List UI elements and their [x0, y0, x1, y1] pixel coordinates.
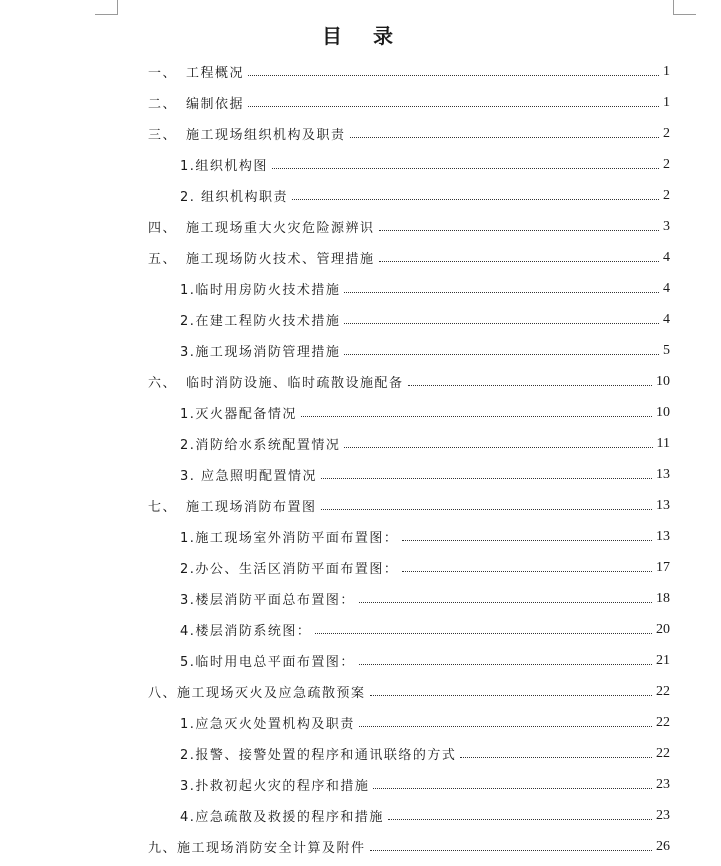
toc-entry-text: 编制依据	[186, 97, 245, 112]
toc-entry-label	[180, 341, 340, 360]
toc-entry-text: 1.应急灭火处置机构及职责	[180, 717, 355, 732]
toc-entry[interactable]	[148, 614, 670, 645]
toc-page-number: 23	[656, 776, 670, 792]
toc-page-number: 22	[656, 745, 670, 761]
toc-entry-label	[180, 713, 355, 732]
toc-entry[interactable]	[148, 490, 670, 521]
toc-entry-text: 临时消防设施、临时疏散设施配备	[186, 376, 404, 391]
toc-entry[interactable]	[148, 707, 670, 738]
toc-entry[interactable]	[148, 118, 670, 149]
crop-mark-top-right	[673, 0, 696, 15]
toc-entry[interactable]	[148, 645, 670, 676]
toc-entry[interactable]	[148, 242, 670, 273]
toc-page-number: 2	[663, 156, 670, 172]
toc-entry[interactable]	[148, 459, 670, 490]
toc-entry-label	[148, 837, 366, 856]
toc-page-number: 5	[663, 342, 670, 358]
toc-entry[interactable]	[148, 335, 670, 366]
toc-page-number: 23	[656, 807, 670, 823]
toc-entry[interactable]	[148, 428, 670, 459]
toc-dot-leader	[321, 509, 652, 510]
toc-page-number: 2	[663, 187, 670, 203]
toc-entry-label	[180, 775, 369, 794]
toc-entry-label	[180, 434, 340, 453]
toc-dot-leader	[359, 664, 652, 665]
toc-dot-leader	[350, 137, 659, 138]
toc-entry-label	[148, 93, 244, 112]
toc-dot-leader	[370, 850, 652, 851]
toc-entry-label	[180, 620, 311, 639]
toc-page-number: 4	[663, 280, 670, 296]
toc-entry[interactable]	[148, 676, 670, 707]
toc-dot-leader	[344, 447, 652, 448]
toc-entry[interactable]	[148, 831, 670, 862]
toc-page-number: 26	[656, 838, 670, 854]
toc-entry-text: 3.扑救初起火灾的程序和措施	[180, 779, 370, 794]
toc-entry-label	[180, 279, 340, 298]
toc-entry-label	[148, 217, 375, 236]
toc-entry-text: 2. 组织机构职责	[180, 190, 289, 205]
toc-entry-label	[180, 744, 456, 763]
toc-entry-text: 4.应急疏散及救援的程序和措施	[180, 810, 384, 825]
toc-entry-text: 施工现场组织机构及职责	[186, 128, 346, 143]
toc-dot-leader	[248, 75, 659, 76]
toc-page-number: 22	[656, 714, 670, 730]
toc-dot-leader	[370, 695, 652, 696]
toc-entry-label	[148, 372, 404, 391]
toc-entry-label	[180, 589, 355, 608]
toc-dot-leader	[379, 261, 659, 262]
toc-entry-text: 2.消防给水系统配置情况	[180, 438, 341, 453]
toc-entry[interactable]	[148, 180, 670, 211]
toc-dot-leader	[408, 385, 652, 386]
toc-page-number: 21	[656, 652, 670, 668]
toc-dot-leader	[301, 416, 652, 417]
toc-entry-label	[180, 465, 317, 484]
toc-entry-text: 4.楼层消防系统图：	[180, 624, 312, 639]
toc-entry-text: 九、施工现场消防安全计算及附件	[148, 841, 366, 856]
toc-entry[interactable]	[148, 149, 670, 180]
toc-entry-number: 五、	[148, 252, 178, 267]
toc-dot-leader	[272, 168, 659, 169]
toc-dot-leader	[344, 323, 659, 324]
toc-dot-leader	[359, 602, 652, 603]
toc-dot-leader	[344, 354, 659, 355]
toc-entry-label	[180, 403, 297, 422]
toc-entry-text: 2.在建工程防火技术措施	[180, 314, 341, 329]
toc-entry-number: 四、	[148, 221, 178, 236]
toc-entry-text: 施工现场重大火灾危险源辨识	[186, 221, 375, 236]
toc-entry[interactable]	[148, 56, 670, 87]
toc-entry[interactable]	[148, 304, 670, 335]
toc-entry[interactable]	[148, 552, 670, 583]
toc-dot-leader	[373, 788, 652, 789]
toc-page-number: 3	[663, 218, 670, 234]
table-of-contents	[148, 56, 670, 862]
toc-dot-leader	[402, 540, 652, 541]
toc-dot-leader	[321, 478, 652, 479]
toc-dot-leader	[388, 819, 652, 820]
toc-page-number: 18	[656, 590, 670, 606]
toc-dot-leader	[315, 633, 652, 634]
toc-entry[interactable]	[148, 583, 670, 614]
toc-entry-label	[148, 682, 366, 701]
toc-entry-number: 三、	[148, 128, 178, 143]
toc-entry[interactable]	[148, 769, 670, 800]
toc-entry[interactable]	[148, 800, 670, 831]
toc-page-number: 13	[656, 497, 670, 513]
toc-entry-label	[180, 527, 398, 546]
toc-entry[interactable]	[148, 211, 670, 242]
toc-entry-label	[148, 62, 244, 81]
toc-entry-text: 3.施工现场消防管理措施	[180, 345, 341, 360]
toc-entry[interactable]	[148, 273, 670, 304]
toc-title: 目 录	[322, 24, 405, 48]
toc-dot-leader	[379, 230, 659, 231]
toc-entry-number: 七、	[148, 500, 178, 515]
toc-page-number: 1	[663, 94, 670, 110]
toc-page-number: 10	[656, 373, 670, 389]
toc-entry-label	[180, 186, 288, 205]
toc-entry[interactable]	[148, 738, 670, 769]
toc-entry-label	[148, 496, 317, 515]
toc-page-number: 11	[656, 435, 670, 451]
toc-entry-label	[148, 124, 346, 143]
toc-entry[interactable]	[148, 366, 670, 397]
toc-entry-label	[148, 248, 375, 267]
toc-entry-text: 工程概况	[186, 66, 245, 81]
toc-entry[interactable]	[148, 87, 670, 118]
toc-entry[interactable]	[148, 397, 670, 428]
toc-entry-text: 3. 应急照明配置情况	[180, 469, 318, 484]
toc-dot-leader	[460, 757, 652, 758]
toc-page-number: 4	[663, 249, 670, 265]
toc-entry-text: 施工现场防火技术、管理措施	[186, 252, 375, 267]
toc-page-number: 13	[656, 466, 670, 482]
toc-entry-text: 1.组织机构图	[180, 159, 268, 174]
toc-entry-text: 3.楼层消防平面总布置图：	[180, 593, 355, 608]
toc-dot-leader	[248, 106, 659, 107]
toc-entry[interactable]	[148, 521, 670, 552]
toc-entry-label	[180, 558, 398, 577]
toc-page-number: 4	[663, 311, 670, 327]
toc-page-number: 22	[656, 683, 670, 699]
toc-entry-number: 一、	[148, 66, 178, 81]
toc-dot-leader	[402, 571, 652, 572]
toc-entry-number: 六、	[148, 376, 178, 391]
toc-entry-text: 5.临时用电总平面布置图：	[180, 655, 355, 670]
toc-dot-leader	[344, 292, 659, 293]
crop-mark-top-left	[95, 0, 118, 15]
toc-page-number: 2	[663, 125, 670, 141]
toc-page-number: 13	[656, 528, 670, 544]
toc-entry-text: 2.报警、接警处置的程序和通讯联络的方式	[180, 748, 457, 763]
toc-entry-text: 1.临时用房防火技术措施	[180, 283, 341, 298]
toc-entry-number: 二、	[148, 97, 178, 112]
toc-entry-text: 2.办公、生活区消防平面布置图：	[180, 562, 399, 577]
toc-page-number: 1	[663, 63, 670, 79]
toc-entry-text: 1.施工现场室外消防平面布置图：	[180, 531, 399, 546]
toc-page-number: 10	[656, 404, 670, 420]
toc-page-number: 17	[656, 559, 670, 575]
toc-entry-text: 施工现场消防布置图	[186, 500, 317, 515]
toc-page-number: 20	[656, 621, 670, 637]
toc-dot-leader	[292, 199, 659, 200]
toc-entry-text: 1.灭火器配备情况	[180, 407, 297, 422]
toc-entry-label	[180, 310, 340, 329]
toc-entry-text: 八、施工现场灭火及应急疏散预案	[148, 686, 366, 701]
toc-entry-label	[180, 155, 268, 174]
toc-entry-label	[180, 651, 355, 670]
toc-entry-label	[180, 806, 384, 825]
toc-dot-leader	[359, 726, 652, 727]
